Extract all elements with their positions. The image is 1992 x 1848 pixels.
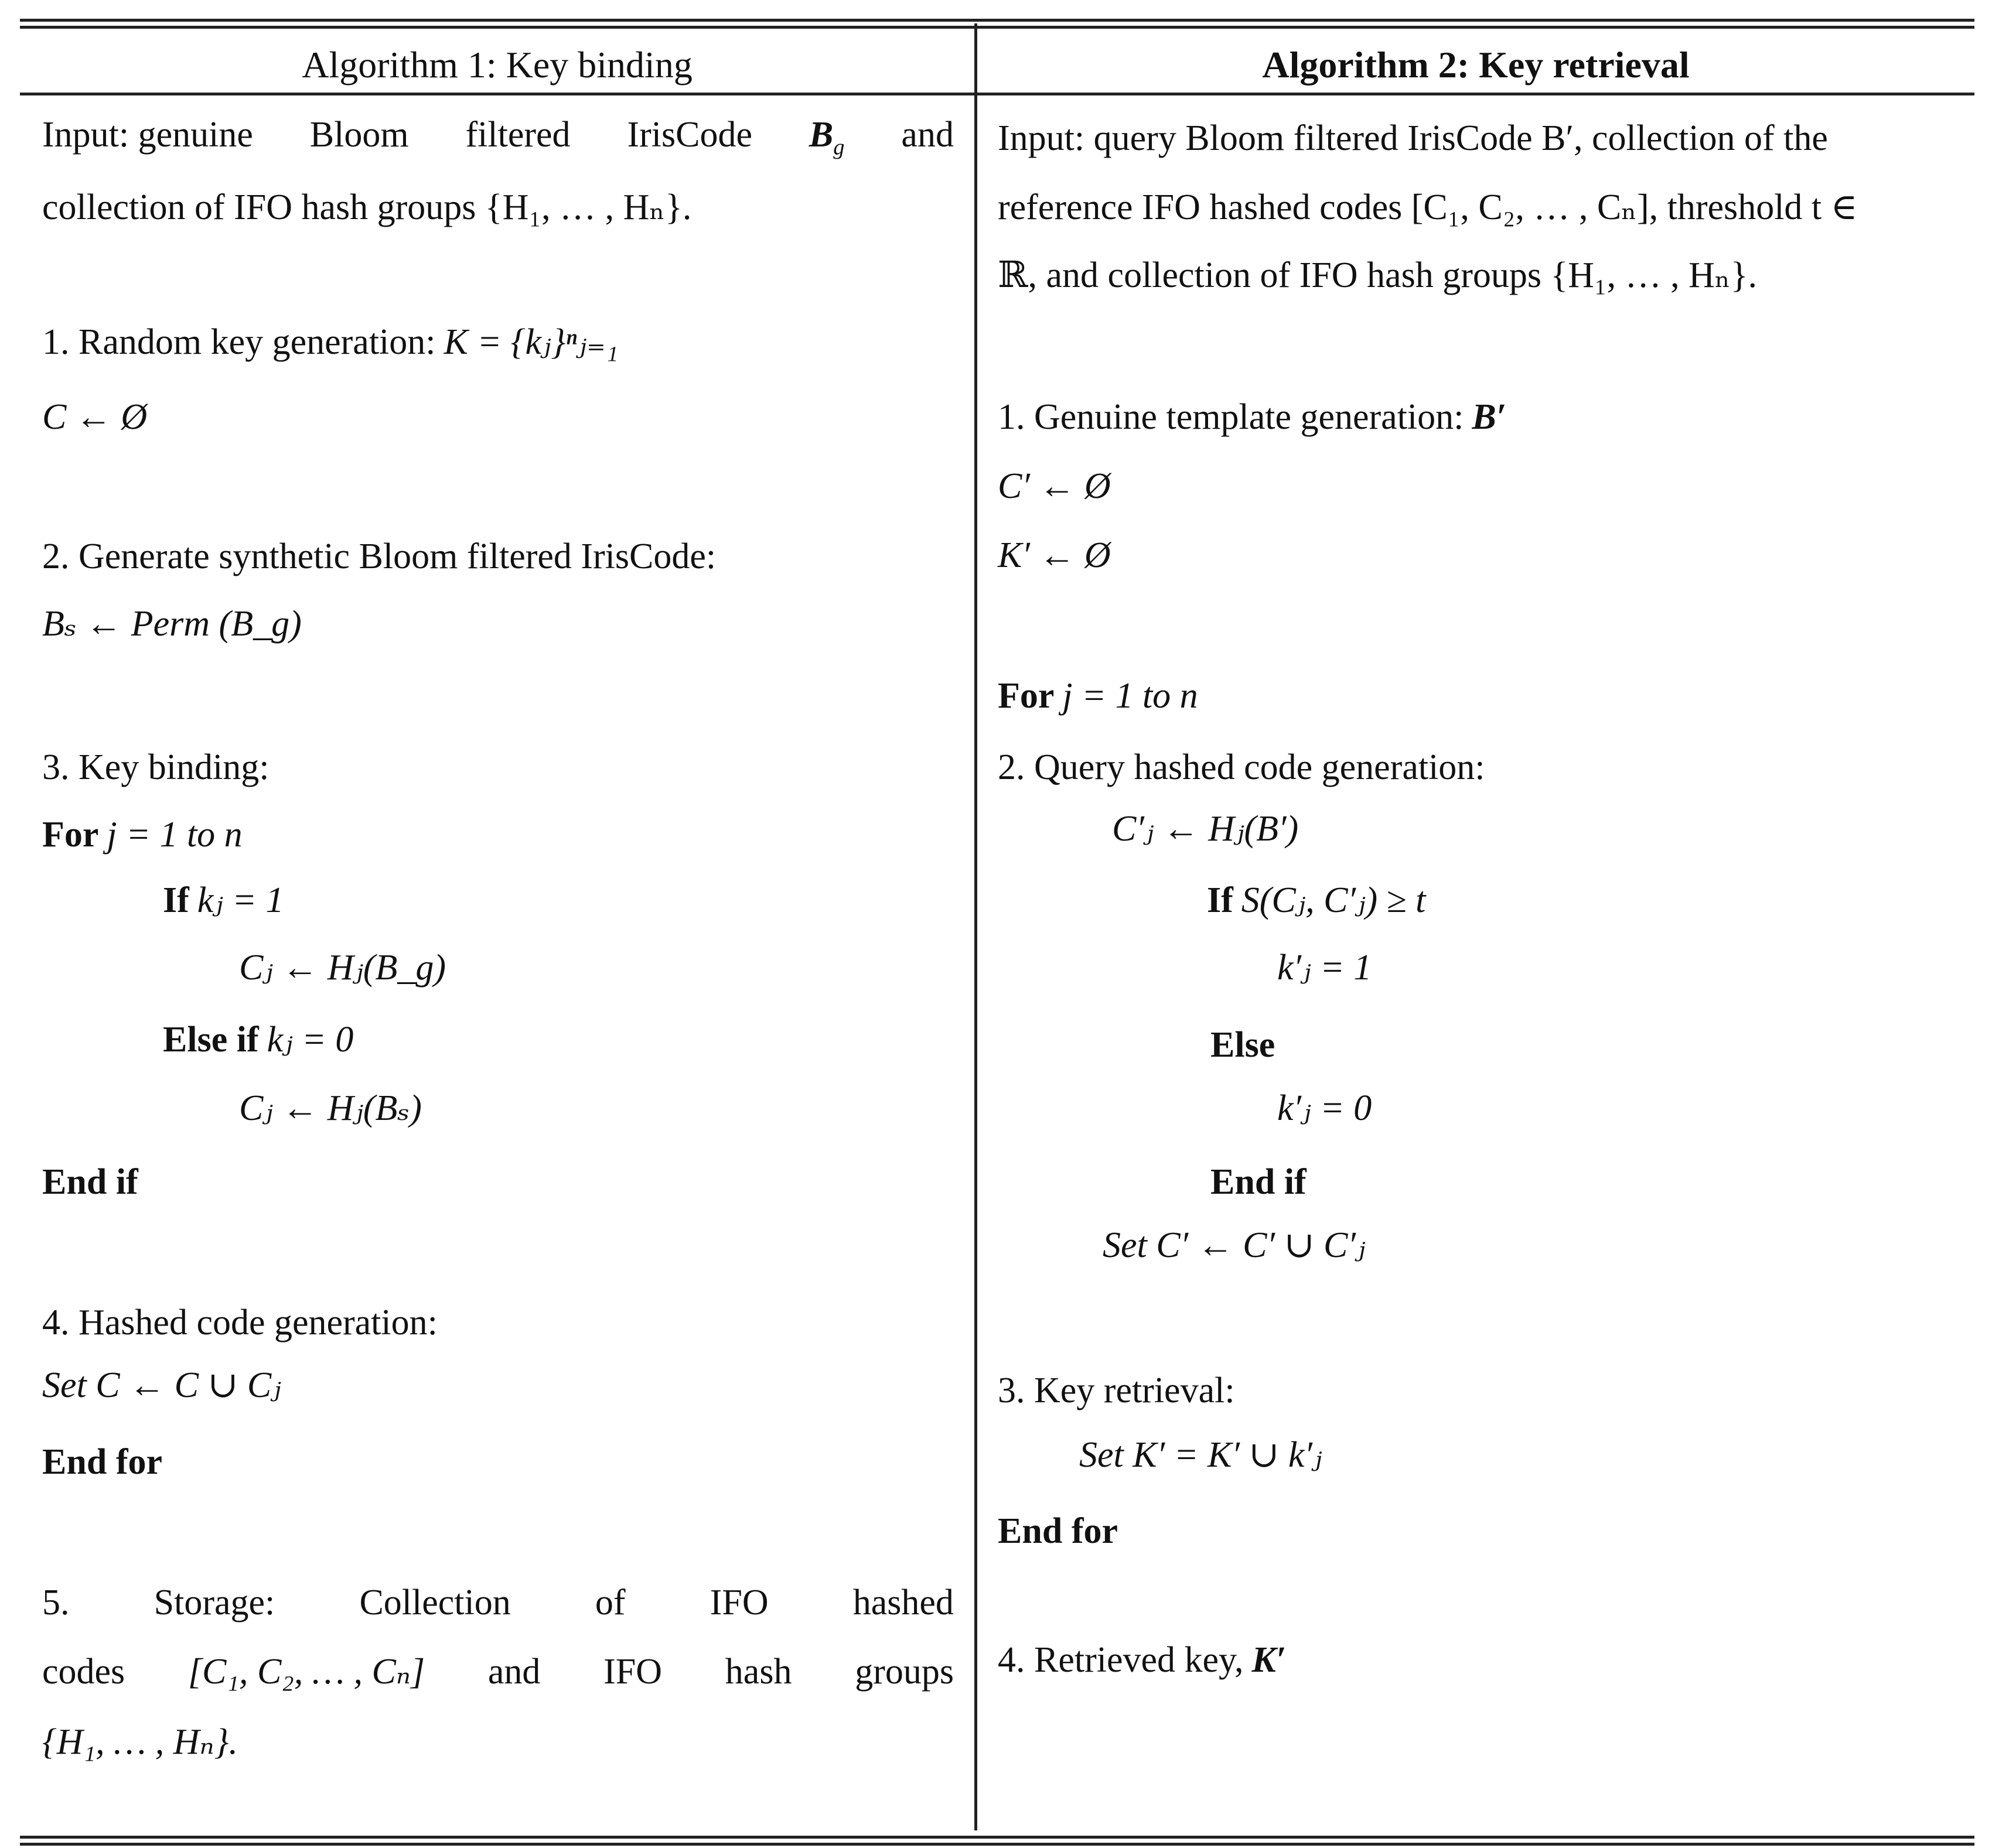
bottom-rule-inner [20, 1843, 1974, 1846]
algo2-set-k: Set K′ = K′ ∪ k′ⱼ [1079, 1435, 1322, 1475]
algo1-step5-line1: 5. Storage: Collection of IFO hashed [42, 1583, 954, 1622]
algo1-step2-label: 2. Generate synthetic Bloom filtered IrisCode: [42, 537, 717, 576]
algo2-input-line1: Input: query Bloom filtered IrisCode B′, collection of the [998, 118, 1828, 158]
algo2-set-c: Set C′ ← C′ ∪ C′ⱼ [1103, 1225, 1366, 1265]
algo1-step4-label: 4. Hashed code generation: [42, 1303, 438, 1343]
algo1-step5-line2: codes [C₁, C₂, … , Cₙ] and IFO hash groups [42, 1652, 954, 1692]
algo1-if: If kⱼ = 1 [163, 880, 284, 920]
algo1-c-init: C ← Ø [42, 397, 148, 437]
algo2-endif: End if [1210, 1162, 1307, 1202]
algo2-assign-query: C′ⱼ ← Hⱼ(B′) [1112, 809, 1299, 849]
algo1-step4-math: Set C ← C ∪ Cⱼ [42, 1365, 281, 1405]
algo1-step2-math: Bₛ ← Perm (B_g) [42, 604, 302, 644]
algo2-step1: 1. Genuine template generation: B′ [998, 397, 1507, 437]
algo1-for: For j = 1 to n [42, 815, 243, 855]
algo1-step5-line3: {H₁, … , Hₙ}. [42, 1722, 238, 1762]
algo1-endif: End if [42, 1162, 138, 1202]
algo2-for: For j = 1 to n [998, 676, 1198, 716]
column-divider [974, 23, 977, 1830]
algo2-input-line3: ℝ, and collection of IFO hash groups {H₁, … , Hₙ}. [998, 255, 1757, 295]
algo2-if: If S(Cⱼ, C′ⱼ) ≥ t [1207, 880, 1426, 920]
algo2-step4: 4. Retrieved key, K′ [998, 1640, 1287, 1680]
bottom-rule-outer [20, 1836, 1974, 1839]
algo1-step3-label: 3. Key binding: [42, 747, 270, 787]
top-rule-inner [20, 26, 1974, 29]
algo1-assign-synthetic: Cⱼ ← Hⱼ(Bₛ) [239, 1088, 422, 1128]
algo2-input-line2: reference IFO hashed codes [C₁, C₂, … , Cₙ], threshold t ∈ [998, 187, 1858, 227]
header-rule [20, 93, 1974, 95]
algo2-step2-label: 2. Query hashed code generation: [998, 747, 1485, 787]
algo2-k-one: k′ⱼ = 1 [1277, 948, 1372, 988]
algo2-else: Else [1210, 1025, 1275, 1065]
top-rule-outer [20, 19, 1974, 22]
algo1-input-line2: collection of IFO hash groups {H₁, … , Hₙ}. [42, 187, 692, 227]
algo1-elseif: Else if kⱼ = 0 [163, 1020, 354, 1060]
algo1-title: Algorithm 1: Key binding [302, 44, 693, 86]
algo2-title: Algorithm 2: Key retrieval [1262, 44, 1690, 86]
algo1-step1: 1. Random key generation: K = {kⱼ}ⁿⱼ₌₁ [42, 322, 619, 362]
algo2-k-init: K′ ← Ø [998, 535, 1111, 575]
algo1-assign-genuine: Cⱼ ← Hⱼ(B_g) [239, 948, 446, 988]
algo2-step3-label: 3. Key retrieval: [998, 1371, 1235, 1410]
algo2-c-init: C′ ← Ø [998, 466, 1111, 506]
algo2-k-zero: k′ⱼ = 0 [1277, 1088, 1372, 1128]
algo1-input-line1: Input: genuine Bloom filtered IrisCode $B_g$ and [42, 115, 954, 160]
algo2-endfor: End for [998, 1511, 1118, 1551]
algo1-endfor: End for [42, 1442, 162, 1482]
